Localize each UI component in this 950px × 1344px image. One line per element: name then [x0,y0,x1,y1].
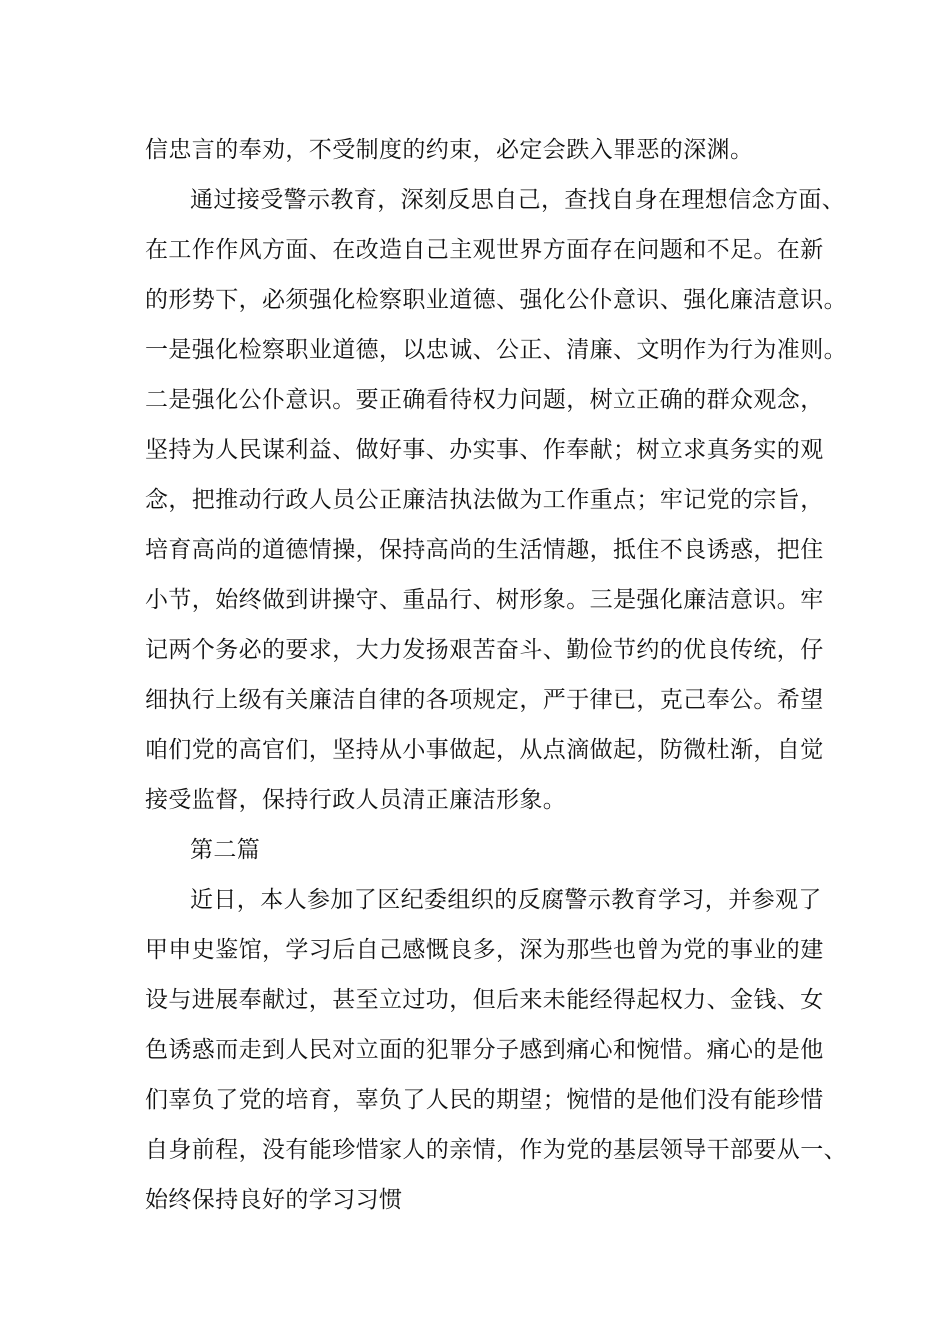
text-line-5: 一是强化检察职业道德，以忠诚、公正、清廉、文明作为行为准则。 [145,337,847,363]
text-line-13: 咱们党的高官们，坚持从小事做起，从点滴做起，防微杜渐，自觉 [145,737,824,763]
text-line-20: 们辜负了党的培育，辜负了人民的期望；惋惜的是他们没有能珍惜 [145,1087,824,1113]
text-line-12: 细执行上级有关廉洁自律的各项规定，严于律已，克己奉公。希望 [145,687,824,713]
text-line-9: 培育高尚的道德情操，保持高尚的生活情趣，抵住不良诱惑，把住 [145,537,824,563]
text-line-19: 色诱惑而走到人民对立面的犯罪分子感到痛心和惋惜。痛心的是他 [145,1037,824,1063]
text-line-2: 通过接受警示教育，深刻反思自己，查找自身在理想信念方面、 [190,187,846,213]
text-line-21: 自身前程，没有能珍惜家人的亲情，作为党的基层领导干部要从一、 [145,1137,847,1163]
text-line-6: 二是强化公仆意识。要正确看待权力问题，树立正确的群众观念， [145,387,824,413]
section-heading: 第二篇 [190,837,261,863]
text-line-10: 小节，始终做到讲操守、重品行、树形象。三是强化廉洁意识。牢 [145,587,824,613]
text-line-17: 甲申史鉴馆，学习后自己感慨良多，深为那些也曾为党的事业的建 [145,937,824,963]
text-line-8: 念，把推动行政人员公正廉洁执法做为工作重点；牢记党的宗旨， [145,487,824,513]
text-line-22: 始终保持良好的学习习惯 [145,1187,403,1213]
text-line-1: 信忠言的奉劝，不受制度的约束，必定会跌入罪恶的深渊。 [145,137,754,163]
text-line-16: 近日，本人参加了区纪委组织的反腐警示教育学习，并参观了 [190,887,822,913]
text-line-7: 坚持为人民谋利益、做好事、办实事、作奉献；树立求真务实的观 [145,437,824,463]
text-line-4: 的形势下，必须强化检察职业道德、强化公仆意识、强化廉洁意识。 [145,287,847,313]
text-line-14: 接受监督，保持行政人员清正廉洁形象。 [145,787,567,813]
text-line-3: 在工作作风方面、在改造自己主观世界方面存在问题和不足。在新 [145,237,824,263]
text-line-11: 记两个务必的要求，大力发扬艰苦奋斗、勤俭节约的优良传统，仔 [145,637,824,663]
text-line-18: 设与进展奉献过，甚至立过功，但后来未能经得起权力、金钱、女 [145,987,824,1013]
